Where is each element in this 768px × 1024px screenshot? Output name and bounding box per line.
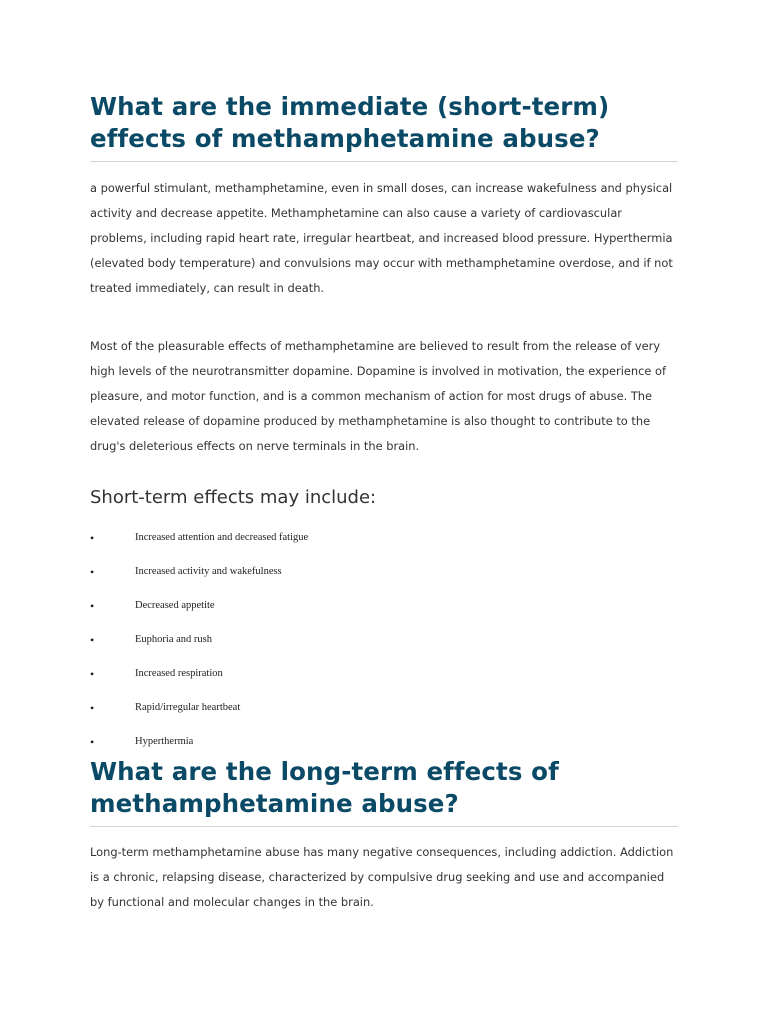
bullet-icon: • (90, 667, 95, 681)
heading-divider (90, 826, 678, 827)
heading-divider (90, 161, 678, 162)
list-item (90, 531, 678, 565)
list-item (90, 633, 678, 667)
list-item (90, 701, 678, 735)
paragraph-long-term-consequences: Long-term methamphetamine abuse has many negative consequences, including addiction. Addiction is a chronic, relapsing disease, characterized by compulsive drug seeking and use and accompanied by functional and molecular changes in the brain. (90, 845, 674, 909)
section-long-term-effects (90, 756, 678, 915)
list-item (90, 565, 678, 599)
heading-short-term-effects: What are the immediate (short-term) effects of methamphetamine abuse? (90, 92, 610, 153)
section-immediate-effects (90, 91, 678, 755)
list-item-text: Increased activity and wakefulness (135, 566, 282, 577)
list-item-text: Decreased appetite (135, 600, 215, 611)
heading-long-term-effects: What are the long-term effects of methamphetamine abuse? (90, 757, 559, 818)
bullet-icon: • (90, 701, 95, 715)
list-item-text: Increased attention and decreased fatigue (135, 532, 309, 543)
paragraph-dopamine: Most of the pleasurable effects of methamphetamine are believed to result from the release of very high levels of the neurotransmitter dopamine. Dopamine is involved in motivation, the experience of pleasure, and motor function, and is a common mechanism of action for most drugs of abuse. The elevated release of dopamine produced by methamphetamine is also thought to contribute to the drug's deleterious effects on nerve terminals in the brain. (90, 339, 666, 453)
list-item (90, 599, 678, 633)
bullet-icon: • (90, 531, 95, 545)
bullet-icon: • (90, 633, 95, 647)
list-item (90, 735, 678, 755)
list-item-text: Increased respiration (135, 668, 223, 679)
list-item-text: Hyperthermia (135, 736, 194, 747)
list-item (90, 667, 678, 701)
bullet-icon: • (90, 565, 95, 579)
document-page (90, 0, 678, 915)
list-item-text: Rapid/irregular heartbeat (135, 702, 241, 713)
bullet-icon: • (90, 735, 95, 749)
bullet-icon: • (90, 599, 95, 613)
short-term-effects-list (90, 531, 678, 755)
subheading-short-term-list: Short-term effects may include: (90, 487, 377, 508)
paragraph-stimulant: a powerful stimulant, methamphetamine, even in small doses, can increase wakefulness and physical activity and decrease appetite. Methamphetamine can also cause a variety of cardiovascular problems, including rapid heart rate, irregular heartbeat, and increased blood pressure. Hyperthermia (elevated body temperature) and convulsions may occur with methamphetamine overdose, and if not treated immediately, can result in death. (90, 181, 673, 295)
list-item-text: Euphoria and rush (135, 634, 212, 645)
